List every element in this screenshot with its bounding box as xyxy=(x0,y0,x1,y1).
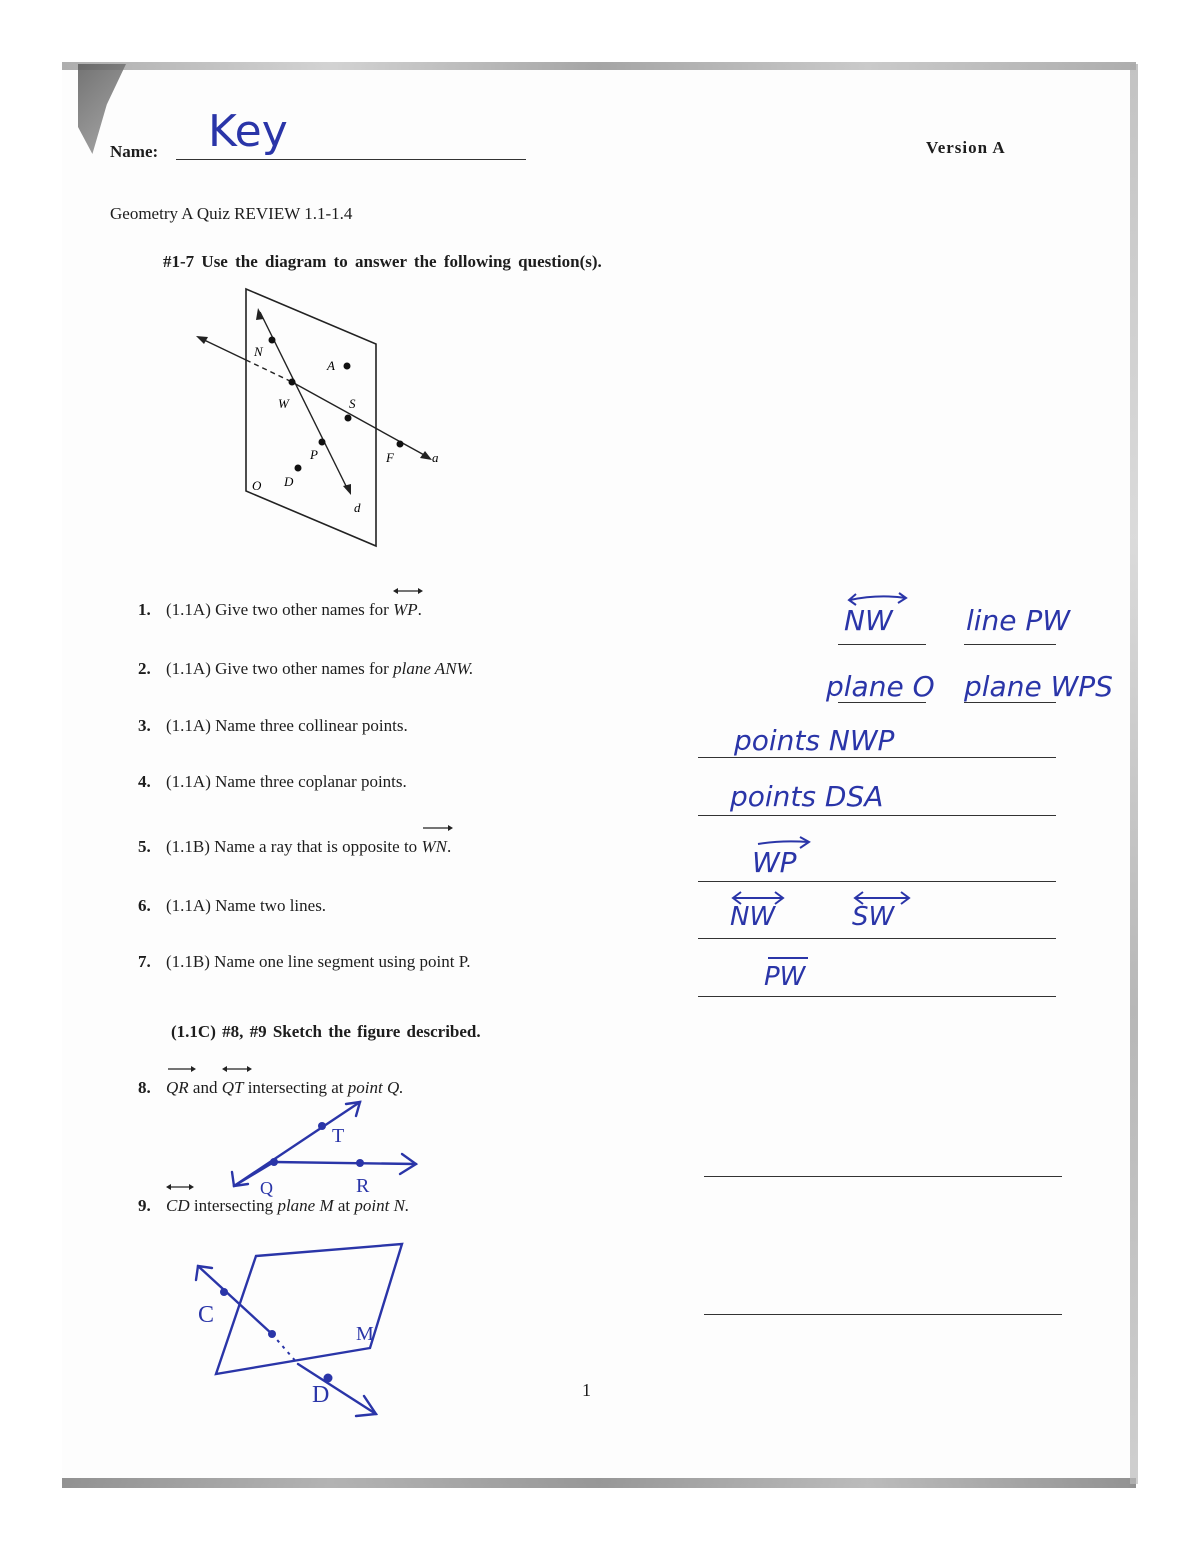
sketch9-label-M: M xyxy=(356,1323,374,1345)
answer-line-7[interactable] xyxy=(698,996,1056,997)
page-title: Geometry A Quiz REVIEW 1.1-1.4 xyxy=(110,204,353,223)
question-8: 8. QR and QT intersecting at point Q. xyxy=(138,1078,404,1098)
question-1: 1. (1.1A) Give two other names for WP. xyxy=(138,600,422,620)
version-label: Version A xyxy=(926,138,1006,157)
label-N: N xyxy=(254,344,263,359)
paper-bottom-edge xyxy=(62,1478,1136,1488)
ray-symbol-qr: QR xyxy=(166,1078,189,1098)
label-A: A xyxy=(327,358,335,373)
paper-top-edge xyxy=(62,62,1136,70)
name-value: Key xyxy=(208,106,288,157)
question-9: 9. CD intersecting plane M at point N. xyxy=(138,1196,409,1216)
sketch9-label-D: D xyxy=(312,1382,330,1408)
label-D: D xyxy=(284,474,294,489)
answer-1b: line PW xyxy=(966,604,1071,637)
label-O: O xyxy=(252,478,262,493)
sketch-heading: (1.1C) #8, #9 Sketch the figure described. xyxy=(171,1022,481,1041)
sketch-9 xyxy=(186,1236,416,1426)
instructions: #1-7 Use the diagram to answer the following question(s). xyxy=(163,252,602,271)
label-d: d xyxy=(354,500,361,515)
sketch8-label-T: T xyxy=(332,1125,345,1147)
question-4: 4. (1.1A) Name three coplanar points. xyxy=(138,772,407,791)
line-symbol-cd: CD xyxy=(166,1196,190,1216)
question-7: 7. (1.1B) Name one line segment using point P. xyxy=(138,952,471,971)
question-3: 3. (1.1A) Name three collinear points. xyxy=(138,716,408,735)
answer-line-9[interactable] xyxy=(704,1314,1062,1315)
name-label: Name: xyxy=(110,142,159,161)
answer-7: PW xyxy=(764,962,806,992)
answer-6a: NW xyxy=(730,902,775,932)
answer-1a: NW xyxy=(844,604,893,637)
answer-2a: plane O xyxy=(826,670,935,703)
answer-4: points DSA xyxy=(730,780,884,813)
answer-line-5[interactable] xyxy=(698,881,1056,882)
question-2: 2. (1.1A) Give two other names for plane ANW. xyxy=(138,659,474,678)
answer-5: WP xyxy=(752,846,797,879)
paper-right-edge xyxy=(1130,64,1138,1484)
sketch8-label-Q: Q xyxy=(260,1178,273,1198)
answer-line-6[interactable] xyxy=(698,938,1056,939)
label-P: P xyxy=(310,447,318,462)
answer-3: points NWP xyxy=(734,724,895,757)
question-6: 6. (1.1A) Name two lines. xyxy=(138,896,327,915)
answer-line-1b[interactable] xyxy=(964,644,1056,645)
answer-line-4[interactable] xyxy=(698,815,1056,816)
sketch9-label-C: C xyxy=(198,1302,215,1328)
sketch-8 xyxy=(220,1096,430,1200)
answer-line-1a[interactable] xyxy=(838,644,926,645)
line-symbol-qt: QT xyxy=(222,1078,244,1098)
ray-symbol-wn: WN xyxy=(421,837,447,857)
answer-line-3[interactable] xyxy=(698,757,1056,758)
page-number: 1 xyxy=(582,1380,591,1400)
answer-2b: plane WPS xyxy=(964,670,1113,703)
question-5: 5. (1.1B) Name a ray that is opposite to WN. xyxy=(138,837,451,857)
label-W: W xyxy=(278,396,289,411)
answer-line-8[interactable] xyxy=(704,1176,1062,1177)
label-F: F xyxy=(386,450,394,465)
label-S: S xyxy=(349,396,356,411)
sketch8-label-R: R xyxy=(356,1175,370,1197)
answer-6b: SW xyxy=(852,902,894,932)
label-a: a xyxy=(432,450,439,465)
name-line xyxy=(176,159,526,160)
line-symbol-wp: WP xyxy=(393,600,418,620)
plane-diagram xyxy=(190,284,450,554)
